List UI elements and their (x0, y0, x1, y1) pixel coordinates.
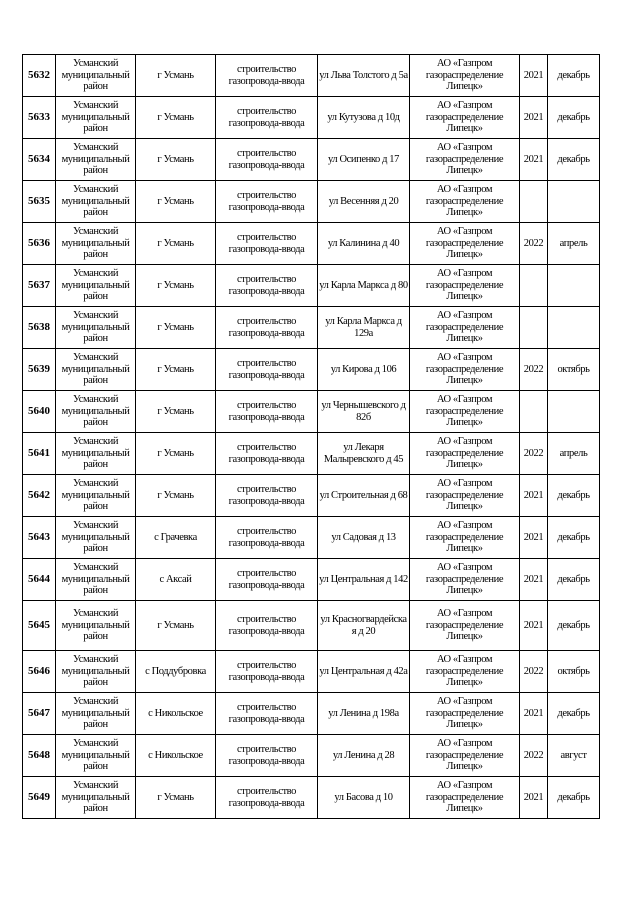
table-row (23, 265, 600, 307)
year-cell: 2021 (520, 777, 548, 819)
row-number: 5637 (23, 265, 56, 307)
table-row (23, 139, 600, 181)
month-cell: апрель (548, 433, 600, 475)
locality-cell: с Никольское (136, 693, 216, 735)
month-cell (548, 391, 600, 433)
district-cell: Усманский муниципальный район (56, 777, 136, 819)
month-cell (548, 181, 600, 223)
table-row (23, 777, 600, 819)
organization-cell: АО «Газпром газораспределение Липецк» (410, 181, 520, 223)
organization-cell: АО «Газпром газораспределение Липецк» (410, 777, 520, 819)
row-number: 5642 (23, 475, 56, 517)
table-row (23, 693, 600, 735)
year-cell (520, 265, 548, 307)
year-cell: 2021 (520, 559, 548, 601)
district-cell: Усманский муниципальный район (56, 349, 136, 391)
table-row (23, 651, 600, 693)
work-type-cell: строительство газопровода-ввода (216, 601, 318, 651)
year-cell: 2021 (520, 517, 548, 559)
locality-cell: г Усмань (136, 475, 216, 517)
row-number: 5646 (23, 651, 56, 693)
district-cell: Усманский муниципальный район (56, 651, 136, 693)
table-row (23, 735, 600, 777)
organization-cell: АО «Газпром газораспределение Липецк» (410, 651, 520, 693)
month-cell: декабрь (548, 139, 600, 181)
year-cell: 2021 (520, 475, 548, 517)
year-cell: 2021 (520, 97, 548, 139)
table-row (23, 55, 600, 97)
year-cell: 2021 (520, 693, 548, 735)
district-cell: Усманский муниципальный район (56, 433, 136, 475)
locality-cell: г Усмань (136, 433, 216, 475)
locality-cell: г Усмань (136, 307, 216, 349)
locality-cell: г Усмань (136, 55, 216, 97)
month-cell: декабрь (548, 55, 600, 97)
locality-cell: г Усмань (136, 97, 216, 139)
district-cell: Усманский муниципальный район (56, 55, 136, 97)
month-cell: декабрь (548, 559, 600, 601)
district-cell: Усманский муниципальный район (56, 559, 136, 601)
work-type-cell: строительство газопровода-ввода (216, 433, 318, 475)
locality-cell: г Усмань (136, 601, 216, 651)
work-type-cell: строительство газопровода-ввода (216, 693, 318, 735)
district-cell: Усманский муниципальный район (56, 391, 136, 433)
row-number: 5634 (23, 139, 56, 181)
address-cell: ул Льва Толстого д 5а (318, 55, 410, 97)
locality-cell: г Усмань (136, 139, 216, 181)
locality-cell: с Никольское (136, 735, 216, 777)
locality-cell: г Усмань (136, 391, 216, 433)
organization-cell: АО «Газпром газораспределение Липецк» (410, 735, 520, 777)
work-type-cell: строительство газопровода-ввода (216, 391, 318, 433)
year-cell: 2022 (520, 433, 548, 475)
work-type-cell: строительство газопровода-ввода (216, 307, 318, 349)
organization-cell: АО «Газпром газораспределение Липецк» (410, 391, 520, 433)
organization-cell: АО «Газпром газораспределение Липецк» (410, 433, 520, 475)
month-cell (548, 307, 600, 349)
work-type-cell: строительство газопровода-ввода (216, 139, 318, 181)
locality-cell: г Усмань (136, 777, 216, 819)
gasification-table (22, 54, 600, 819)
address-cell: ул Кутузова д 10д (318, 97, 410, 139)
organization-cell: АО «Газпром газораспределение Липецк» (410, 559, 520, 601)
locality-cell: г Усмань (136, 181, 216, 223)
address-cell: ул Басова д 10 (318, 777, 410, 819)
locality-cell: с Аксай (136, 559, 216, 601)
month-cell (548, 265, 600, 307)
locality-cell: г Усмань (136, 265, 216, 307)
year-cell (520, 307, 548, 349)
year-cell: 2022 (520, 349, 548, 391)
locality-cell: г Усмань (136, 223, 216, 265)
locality-cell: с Грачевка (136, 517, 216, 559)
address-cell: ул Центральная д 42а (318, 651, 410, 693)
row-number: 5632 (23, 55, 56, 97)
work-type-cell: строительство газопровода-ввода (216, 181, 318, 223)
organization-cell: АО «Газпром газораспределение Липецк» (410, 349, 520, 391)
table-row (23, 349, 600, 391)
work-type-cell: строительство газопровода-ввода (216, 517, 318, 559)
table-row (23, 433, 600, 475)
locality-cell: с Поддубровка (136, 651, 216, 693)
table-row (23, 475, 600, 517)
work-type-cell: строительство газопровода-ввода (216, 559, 318, 601)
table-row (23, 517, 600, 559)
work-type-cell: строительство газопровода-ввода (216, 475, 318, 517)
work-type-cell: строительство газопровода-ввода (216, 735, 318, 777)
work-type-cell: строительство газопровода-ввода (216, 55, 318, 97)
address-cell: ул Красногвардейска я д 20 (318, 601, 410, 651)
year-cell: 2021 (520, 55, 548, 97)
month-cell: декабрь (548, 777, 600, 819)
month-cell: декабрь (548, 601, 600, 651)
locality-cell: г Усмань (136, 349, 216, 391)
month-cell: декабрь (548, 693, 600, 735)
organization-cell: АО «Газпром газораспределение Липецк» (410, 223, 520, 265)
month-cell: август (548, 735, 600, 777)
year-cell (520, 181, 548, 223)
address-cell: ул Строительная д 68 (318, 475, 410, 517)
row-number: 5636 (23, 223, 56, 265)
row-number: 5640 (23, 391, 56, 433)
year-cell: 2022 (520, 651, 548, 693)
row-number: 5633 (23, 97, 56, 139)
address-cell: ул Карла Маркса д 80 (318, 265, 410, 307)
address-cell: ул Чернышевского д 82б (318, 391, 410, 433)
table-row (23, 559, 600, 601)
table-row (23, 307, 600, 349)
work-type-cell: строительство газопровода-ввода (216, 97, 318, 139)
address-cell: ул Лекаря Малыревского д 45 (318, 433, 410, 475)
district-cell: Усманский муниципальный район (56, 517, 136, 559)
year-cell: 2021 (520, 601, 548, 651)
table-body (23, 55, 600, 819)
month-cell: октябрь (548, 651, 600, 693)
table-row (23, 181, 600, 223)
address-cell: ул Весенняя д 20 (318, 181, 410, 223)
district-cell: Усманский муниципальный район (56, 181, 136, 223)
organization-cell: АО «Газпром газораспределение Липецк» (410, 475, 520, 517)
year-cell: 2022 (520, 735, 548, 777)
address-cell: ул Осипенко д 17 (318, 139, 410, 181)
row-number: 5638 (23, 307, 56, 349)
district-cell: Усманский муниципальный район (56, 139, 136, 181)
work-type-cell: строительство газопровода-ввода (216, 777, 318, 819)
organization-cell: АО «Газпром газораспределение Липецк» (410, 517, 520, 559)
address-cell: ул Садовая д 13 (318, 517, 410, 559)
work-type-cell: строительство газопровода-ввода (216, 223, 318, 265)
work-type-cell: строительство газопровода-ввода (216, 349, 318, 391)
work-type-cell: строительство газопровода-ввода (216, 265, 318, 307)
district-cell: Усманский муниципальный район (56, 307, 136, 349)
district-cell: Усманский муниципальный район (56, 265, 136, 307)
organization-cell: АО «Газпром газораспределение Липецк» (410, 307, 520, 349)
table-row (23, 601, 600, 651)
month-cell: декабрь (548, 97, 600, 139)
table-row (23, 97, 600, 139)
district-cell: Усманский муниципальный район (56, 601, 136, 651)
row-number: 5645 (23, 601, 56, 651)
address-cell: ул Ленина д 28 (318, 735, 410, 777)
district-cell: Усманский муниципальный район (56, 735, 136, 777)
district-cell: Усманский муниципальный район (56, 693, 136, 735)
year-cell: 2022 (520, 223, 548, 265)
table-row (23, 223, 600, 265)
address-cell: ул Кирова д 106 (318, 349, 410, 391)
district-cell: Усманский муниципальный район (56, 475, 136, 517)
organization-cell: АО «Газпром газораспределение Липецк» (410, 693, 520, 735)
table-row (23, 391, 600, 433)
address-cell: ул Карла Маркса д 129а (318, 307, 410, 349)
address-cell: ул Ленина д 198а (318, 693, 410, 735)
district-cell: Усманский муниципальный район (56, 223, 136, 265)
organization-cell: АО «Газпром газораспределение Липецк» (410, 139, 520, 181)
organization-cell: АО «Газпром газораспределение Липецк» (410, 265, 520, 307)
organization-cell: АО «Газпром газораспределение Липецк» (410, 601, 520, 651)
year-cell (520, 391, 548, 433)
year-cell: 2021 (520, 139, 548, 181)
row-number: 5647 (23, 693, 56, 735)
address-cell: ул Центральная д 142 (318, 559, 410, 601)
row-number: 5644 (23, 559, 56, 601)
work-type-cell: строительство газопровода-ввода (216, 651, 318, 693)
organization-cell: АО «Газпром газораспределение Липецк» (410, 55, 520, 97)
row-number: 5649 (23, 777, 56, 819)
row-number: 5641 (23, 433, 56, 475)
month-cell: апрель (548, 223, 600, 265)
row-number: 5635 (23, 181, 56, 223)
organization-cell: АО «Газпром газораспределение Липецк» (410, 97, 520, 139)
month-cell: декабрь (548, 475, 600, 517)
row-number: 5643 (23, 517, 56, 559)
row-number: 5648 (23, 735, 56, 777)
month-cell: октябрь (548, 349, 600, 391)
district-cell: Усманский муниципальный район (56, 97, 136, 139)
month-cell: декабрь (548, 517, 600, 559)
address-cell: ул Калинина д 40 (318, 223, 410, 265)
row-number: 5639 (23, 349, 56, 391)
